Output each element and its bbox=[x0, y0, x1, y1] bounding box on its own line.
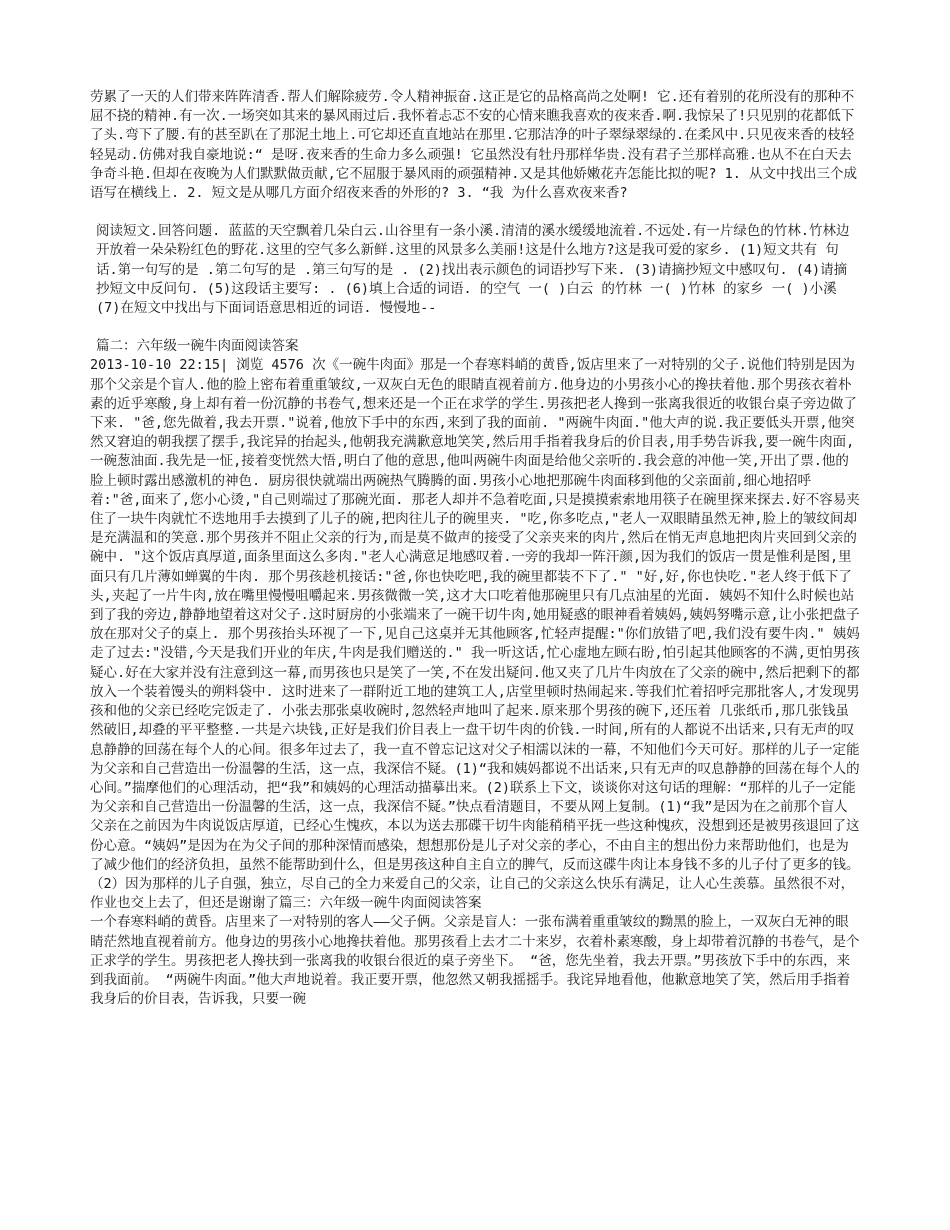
paragraph-beef-noodle-story: 2013-10-10 22:15| 浏览 4576 次《一碗牛肉面》那是一个春寒料峭的黄昏,饭店里来了一对特别的父子.说他们特别是因为那个父亲是个盲人.他的脸上密布着重重皱纹,一双灰白无色的眼睛直视着前方.他身边的小男孩小心的搀扶着他.那个男孩衣着朴素的近乎寒酸,身上却有着一份沉静的书卷气,想来还是一个正在求学的学生.男孩把老人搀到一张离我很近的收银台桌子旁边做了下来. "爸,您先做着,我去开票."说着,他放下手中的东西,来到了我的面前. "两碗牛肉面."他大声的说.我正要低头开票,他突然又窘迫的朝我摆了摆手,我诧异的抬起头,他朝我充满歉意地笑笑,然后用手指着我身后的价目表,用手势告诉我,要一碗牛肉面,一碗葱油面.我先是一怔,接着变恍然大悟,明白了他的意思,他叫两碗牛肉面是给他父亲听的.我会意的冲他一笑,开出了票.他的脸上顿时露出感激机的神色. 厨房很快就端出两碗热气腾腾的面.男孩小心地把那碗牛肉面移到他的父亲面前,细心地招呼着:"爸,面来了,您小心烫,"自己则端过了那碗光面. 那老人却并不急着吃面,只是摸摸索索地用筷子在碗里探来探去.好不容易夹住了一块牛肉就忙不迭地用手去摸到了儿子的碗,把肉往儿子的碗里夹. "吃,你多吃点,"老人一双眼睛虽然无神,脸上的皱纹间却是充满温和的笑意.那个男孩并不阻止父亲的行为,而是莫不做声的接受了父亲夹来的肉片,然后在悄无声息地把肉片夹回到父亲的碗中. "这个饭店真厚道,面条里面这么多肉."老人心满意足地感叹着.一旁的我却一阵汗颜,因为我们的饭店一贯是惟利是图,里面只有几片薄如蝉翼的牛肉. 那个男孩趁机接话:"爸,你也快吃吧,我的碗里都装不下了." "好,好,你也快吃."老人终于低下了头,夹起了一片牛肉,放在嘴里慢慢咀嚼起来.男孩微微一笑,这才大口吃着他那碗里只有几点油星的光面. 姨妈不知什么时候也站到了我的旁边,静静地望着这对父子.这时厨房的小张端来了一碗干切牛肉,她用疑惑的眼神看着姨妈,姨妈努嘴示意,让小张把盘子放在那对父子的桌上. 那个男孩抬头环视了一下,见自己这桌并无其他顾客,忙轻声提醒:"你们放错了吧,我们没有要牛肉." 姨妈走了过去:"没错,今天是我们开业的年庆,牛肉是我们赠送的." 我一听这话,忙心虚地左顾右盼,怕引起其他顾客的不满,更怕男孩疑心.好在大家并没有注意到这一幕,而男孩也只是笑了一笑,不在发出疑问.他又夹了几片牛肉放在了父亲的碗中,然后把剩下的都放入一个装着馒头的朔料袋中. 这时进来了一群附近工地的建筑工人,店堂里顿时热闹起来.等我们忙着招呼完那批客人,才发现男孩和他的父亲已经吃完饭走了. 小张去那张桌收碗时,忽然轻声地叫了起来.原来那个男孩的碗下,还压着 几张纸币,那几张钱虽然破旧,却叠的平平整整.一共是六块钱,正好是我们价目表上一盘干切牛肉的价钱.一时间,所有的人都说不出话来,只有无声的叹息静静的回荡在每个人的心间。很多年过去了，我一直不曾忘记这对父子相濡以沫的一幕，不知他们今天可好。那样的儿子一定能为父亲和自己营造出一份温馨的生活，这一点，我深信不疑。(1)“我和姨妈都说不出话来,只有无声的叹息静静的回荡在每个人的心间。”揣摩他们的心理活动，把“我”和姨妈的心理活动描摹出来。(2)联系上下文，谈谈你对这句话的理解：“那样的儿子一定能为父亲和自己营造出一份温馨的生活，这一点，我深信不疑。”快点看清题目，不要从网上复制。(1)“我”是因为在之前那个盲人父亲在之前因为牛肉说饭店厚道，已经心生愧疚，本以为送去那碟干切牛肉能稍稍平抚一些这种愧疚，没想到还是被男孩退回了这份心意。“姨妈”是因为在为父子间的那种深情而感染，想想那份是儿子对父亲的孝心，不由自主的想出份力来帮助他们，也是为了减少他们的经济负担，虽然不能帮助到什么，但是男孩这种自主自立的脾气，反而这碟牛肉让本身钱不多的儿子付了更多的钱。（2）因为那样的儿子自强，独立，尽自己的全力来爱自己的父亲，让自己的父亲这么快乐有满足，让人心生羡慕。虽然很不对，作业也交上去了，但还是谢谢了篇三：六年级一碗牛肉面阅读答案 bbox=[90, 357, 860, 912]
paragraph-gap bbox=[90, 203, 860, 222]
paragraph-gap bbox=[90, 318, 860, 337]
paragraph-reading-exercise: 阅读短文.回答问题. 蓝蓝的天空飘着几朵白云.山谷里有一条小溪.清清的溪水缓缓地流着.不远处.有一片绿色的竹林.竹林边开放着一朵朵粉红色的野花.这里的空气多么新鲜.这里的风景多么美丽!这是什么地方?这是我可爱的家乡. (1)短文共有 句话.第一句写的是 .第二句写的是 .第三句写的是 . (2)找出表示颜色的词语抄写下来. (3)请摘抄短文中感叹句. (4)请摘抄短文中反问句. (5)这段话主要写: . (6)填上合适的词语. 的空气 一( )白云 的竹林 一( )竹林 的家乡 一( )小溪 (7)在短文中找出与下面词语意思相近的词语. 慢慢地-- bbox=[96, 223, 850, 317]
section-heading: 篇二：六年级一碗牛肉面阅读答案 bbox=[96, 338, 299, 355]
paragraph-evening-primrose: 劳累了一天的人们带来阵阵清香.帮人们解除疲劳.令人精神振奋.这正是它的品格高尚之处啊! 它.还有着别的花所没有的那种不屈不挠的精神.有一次.一场突如其来的暴风雨过后.我怀着忐忑不安的心情来瞧我喜欢的夜来香.啊.我惊呆了!只见别的花都低下了头.弯下了腰.有的甚至趴在了那泥土地上.可它却还直直地站在那里.它那洁净的叶子翠绿翠绿的.在柔风中.只见夜来香的枝轻轻晃动.仿佛对我自豪地说:“ 是呀.夜来香的生命力多么顽强! 它虽然没有牡丹那样华贵.没有君子兰那样高雅.也从不在白天去争奇斗艳.但却在夜晚为人们默默做贡献,它不屈服于暴风雨的顽强精神.又是其他娇嫩花卉怎能比拟的呢? 1. 从文中找出三个成语写在横线上. 2. 短文是从哪几方面介绍夜来香的外形的? 3. “我 为什么喜欢夜来香? bbox=[90, 89, 858, 202]
document-page bbox=[90, 88, 860, 1009]
paragraph-beef-noodle-story-2: 一个春寒料峭的黄昏。店里来了一对特别的客人——父子俩。父亲是盲人：一张布满着重重皱纹的黝黑的脸上，一双灰白无神的眼睛茫然地直视着前方。他身边的男孩小心地搀扶着他。那男孩看上去才二十来岁，衣着朴素寒酸，身上却带着沉静的书卷气，是个正求学的学生。男孩把老人搀扶到一张离我的收银台很近的桌子旁坐下。 “爸，您先坐着，我去开票。”男孩放下手中的东西，来到我面前。 “两碗牛肉面。”他大声地说着。我正要开票，他忽然又朝我摇摇手。我诧异地看他，他歉意地笑了笑，然后用手指着我身后的价目表，告诉我，只要一碗 bbox=[90, 914, 860, 1008]
